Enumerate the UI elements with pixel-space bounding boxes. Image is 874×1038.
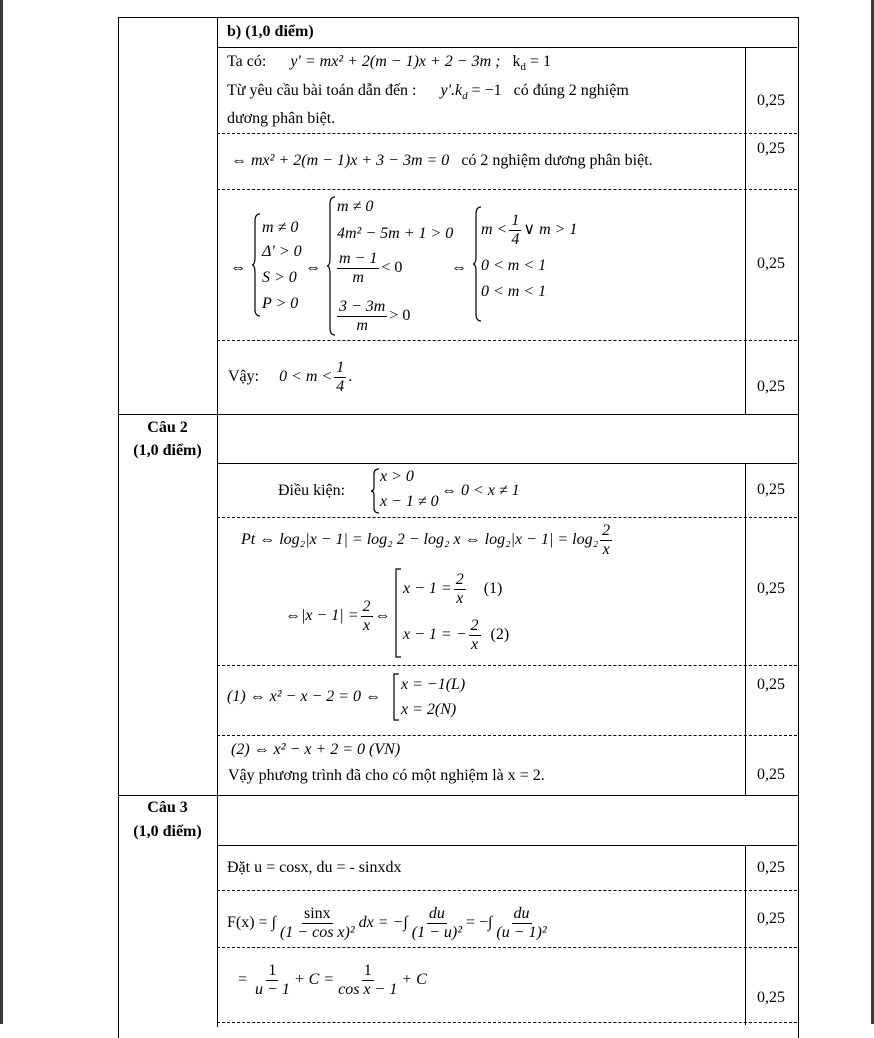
- row-line: [217, 463, 797, 464]
- condition-line: x − 1 ≠ 0: [380, 493, 439, 510]
- row-line: [217, 845, 797, 846]
- equation-2: (2) ⇔ x² − x + 2 = 0 (VN): [231, 741, 401, 758]
- part-b-step2: ⇔ mx² + 2(m − 1)x + 3 − 3m = 0 có 2 nghiệm dương phân biệt.: [231, 152, 653, 169]
- sys3-line-1: m < $\frac{1}{4}$ ∨ m > 1: [481, 212, 578, 248]
- score-cell: 0,25: [757, 481, 785, 498]
- equation-1: (1) ⇔ x² − x − 2 = 0 ⇔: [227, 688, 382, 705]
- cau3-title: Câu 3: [147, 799, 188, 816]
- cau2-points: (1,0 điểm): [133, 442, 202, 459]
- row-dashed: [217, 340, 797, 341]
- row-dashed: [217, 735, 797, 736]
- page-edge-left: [0, 0, 3, 1024]
- left-bracket-icon: [392, 673, 400, 721]
- sys2-fraction-1: $\frac{m - 1}{m}$ < 0: [339, 250, 403, 286]
- integral-line: F(x) = ∫ $\frac{\sin x}{\text{(1 − cos x)²}}$ dx = −∫ $\frac{du}{\text{(1 − u)²}}$ = −∫ $\frac{du}{\text{(u − 1)²}}$: [227, 905, 547, 941]
- equiv-symbol: ⇔: [305, 259, 321, 276]
- row-dashed: [217, 133, 797, 134]
- abs-equation: ⇔|x − 1| = $\frac{2}{x}$ ⇔: [285, 598, 391, 634]
- sys2-line: 4m² − 5m + 1 > 0: [337, 225, 454, 242]
- row-dashed: [217, 665, 797, 666]
- sys3-line-3: 0 < m < 1: [481, 283, 547, 300]
- log-equation: Pt ⇔ log₂|x − 1| = log₂ 2 − log₂ x ⇔ log₂|x − 1| = log₂ $\frac{2}{x}$: [241, 522, 611, 558]
- sys3-line-2: 0 < m < 1: [481, 257, 547, 274]
- sys1-line: S > 0: [262, 269, 297, 286]
- root-1: x = −1(L): [401, 676, 466, 693]
- condition-label: Điều kiện:: [278, 482, 346, 499]
- conclusion: Vậy: 0 < m < $\frac{1}{4}$ .: [228, 359, 353, 395]
- score-cell: 0,25: [757, 859, 785, 876]
- row-dashed: [217, 1022, 797, 1023]
- score-cell: 0,25: [757, 255, 785, 272]
- score-cell: 0,25: [757, 580, 785, 597]
- sys1-line: m ≠ 0: [262, 219, 299, 236]
- sys1-line: P > 0: [262, 295, 299, 312]
- cau3-points: (1,0 điểm): [133, 823, 202, 840]
- root-2: x = 2(N): [401, 701, 457, 718]
- score-cell: 0,25: [757, 676, 785, 693]
- condition-result: ⇔ 0 < x ≠ 1: [441, 482, 520, 499]
- row-dashed: [217, 189, 797, 190]
- row-line: [118, 795, 798, 796]
- row-line: [217, 47, 797, 48]
- derivative-formula: y' = mx² + 2(m − 1)x + 2 − 3m ;: [290, 53, 501, 70]
- part-b-heading: b) (1,0 điểm): [227, 23, 314, 40]
- part-b-line2: Từ yêu cầu bài toán dẫn đến : $y'.k_d = -1$ có đúng 2 nghiệm: [227, 82, 629, 103]
- case-2: x − 1 = − $\frac{2}{x}$ (2): [403, 617, 510, 653]
- row-dashed: [217, 947, 797, 948]
- condition-line: x > 0: [380, 468, 414, 485]
- row-dashed: [217, 890, 797, 891]
- score-cell: 0,25: [757, 766, 785, 783]
- cau2-title: Câu 2: [147, 419, 188, 436]
- score-cell: 0,25: [757, 140, 785, 157]
- score-cell: 0,25: [757, 910, 785, 927]
- score-cell: 0,25: [757, 92, 785, 109]
- score-divider-2: [745, 463, 746, 795]
- substitution: Đặt u = cosx, du = - sinxdx: [227, 859, 402, 876]
- sys2-line: m ≠ 0: [337, 198, 374, 215]
- cau2-final: Vậy phương trình đã cho có một nghiệm là x = 2.: [228, 767, 545, 784]
- equiv-symbol: ⇔: [451, 259, 467, 276]
- score-cell: 0,25: [757, 378, 785, 395]
- left-brace-icon: [370, 468, 380, 514]
- left-brace-icon: [251, 213, 261, 317]
- equiv-symbol: ⇔: [230, 259, 246, 276]
- score-cell: 0,25: [757, 989, 785, 1006]
- sys2-fraction-2: $\frac{3 - 3m}{m}$ > 0: [339, 298, 411, 334]
- part-b-line1: Ta có: y' = mx² + 2(m − 1)x + 2 − 3m ; $k_d = 1$: [227, 53, 551, 74]
- row-dashed: [217, 517, 797, 518]
- integral-result: = $\frac{1}{u - 1}$ + C = $\frac{1}{\text{cos x − 1}}$ + C: [238, 962, 427, 998]
- sys1-line: Δ' > 0: [262, 243, 302, 260]
- column-divider-1: [217, 17, 218, 1027]
- left-bracket-icon: [394, 568, 402, 658]
- case-1: x − 1 = $\frac{2}{x}$ (1): [403, 571, 503, 607]
- part-b-line3: dương phân biệt.: [227, 110, 336, 127]
- row-line: [118, 414, 798, 415]
